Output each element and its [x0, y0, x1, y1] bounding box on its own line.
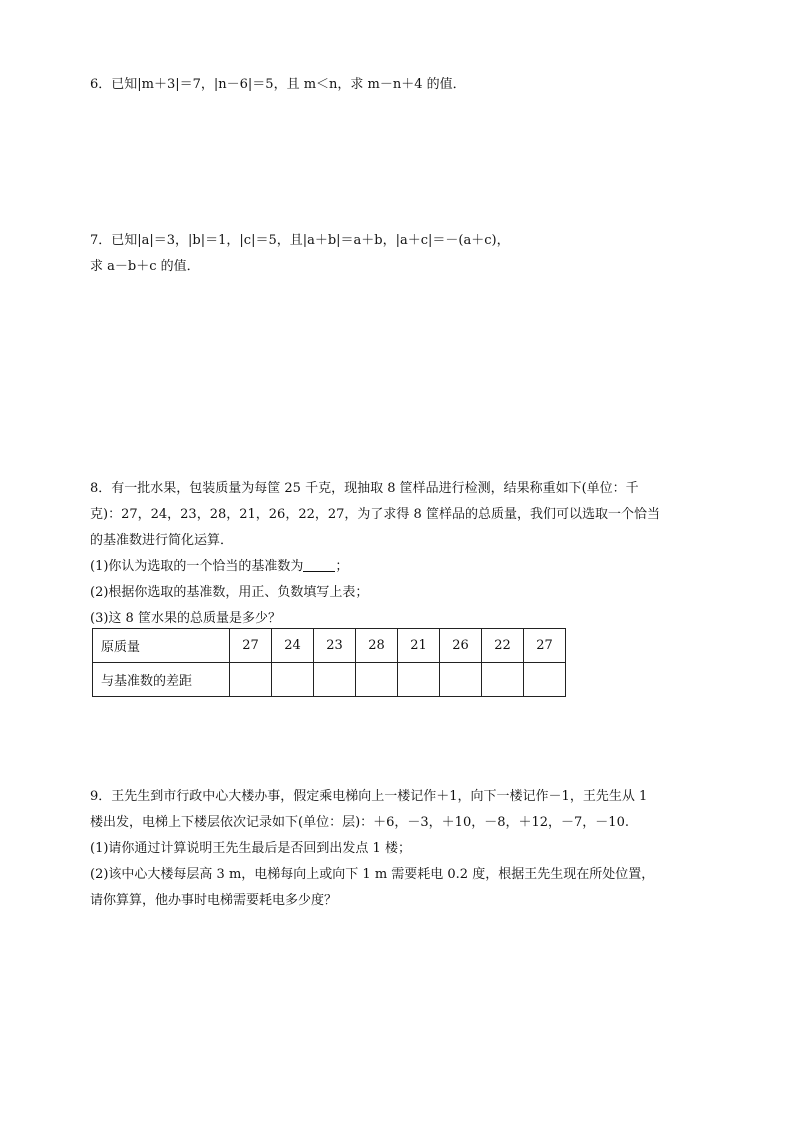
table-cell: 23 — [314, 629, 356, 663]
table-cell: 26 — [440, 629, 482, 663]
table-cell: 27 — [524, 629, 566, 663]
question-9-sub3: 请你算算，他办事时电梯需要耗电多少度？ — [90, 893, 338, 908]
question-9-sub2: (2)该中心大楼每层高 3 m，电梯每向上或向下 1 m 需要耗电 0.2 度，根据王先生现在所处位置， — [90, 867, 655, 882]
table-answer-cell[interactable] — [482, 663, 524, 697]
weight-table — [92, 628, 566, 697]
table-row-original-weight — [93, 629, 566, 663]
question-7-text-line1: 7．已知|a|＝3，|b|＝1，|c|＝5，且|a＋b|＝a＋b，|a＋c|＝－(a＋c)， — [90, 233, 510, 248]
question-9-sub1: (1)请你通过计算说明王先生最后是否回到出发点 1 楼； — [90, 841, 411, 856]
question-8-text-line1: 8．有一批水果，包装质量为每筐 25 千克，现抽取 8 筐样品进行检测，结果称重如下(单位：千 — [90, 481, 639, 496]
table-cell: 24 — [272, 629, 314, 663]
table-cell: 28 — [356, 629, 398, 663]
question-7-text-line2: 求 a－b＋c 的值． — [90, 259, 200, 274]
question-8-text-line3: 的基准数进行简化运算． — [90, 533, 234, 548]
table-answer-cell[interactable] — [398, 663, 440, 697]
answer-blank[interactable] — [303, 557, 335, 572]
question-8-sub1-prefix: (1)你认为选取的一个恰当的基准数为 — [90, 559, 304, 574]
question-6 — [90, 72, 710, 98]
question-9-text-line2: 楼出发，电梯上下楼层依次记录如下(单位：层)：＋6，－3，＋10，－8，＋12，－7，－10. — [90, 815, 629, 830]
table-header-original-weight: 原质量 — [93, 629, 230, 663]
table-answer-cell[interactable] — [272, 663, 314, 697]
question-9-text-line1: 9．王先生到市行政中心大楼办事，假定乘电梯向上一楼记作＋1，向下一楼记作－1，王先生从 1 — [90, 789, 648, 804]
table-cell: 22 — [482, 629, 524, 663]
question-8-sub1-suffix: ； — [335, 559, 349, 574]
question-9 — [90, 784, 720, 914]
table-cell: 21 — [398, 629, 440, 663]
table-cell: 27 — [230, 629, 272, 663]
question-8-text-line2: 克)：27，24，23，28，21，26，22，27，为了求得 8 筐样品的总质量，我们可以选取一个恰当 — [90, 507, 660, 522]
table-answer-cell[interactable] — [230, 663, 272, 697]
table-row-difference — [93, 663, 566, 697]
table-answer-cell[interactable] — [356, 663, 398, 697]
question-8-sub3: (3)这 8 筐水果的总质量是多少？ — [90, 611, 281, 626]
table-header-difference: 与基准数的差距 — [93, 663, 230, 697]
table-answer-cell[interactable] — [314, 663, 356, 697]
question-8-sub1 — [90, 554, 720, 580]
table-answer-cell[interactable] — [440, 663, 482, 697]
table-answer-cell[interactable] — [524, 663, 566, 697]
question-8 — [90, 476, 720, 632]
question-6-text: 6．已知|m＋3|＝7，|n－6|＝5，且 m＜n，求 m－n＋4 的值． — [90, 77, 466, 92]
question-8-sub2: (2)根据你选取的基准数，用正、负数填写上表； — [90, 585, 369, 600]
question-7 — [90, 228, 710, 280]
